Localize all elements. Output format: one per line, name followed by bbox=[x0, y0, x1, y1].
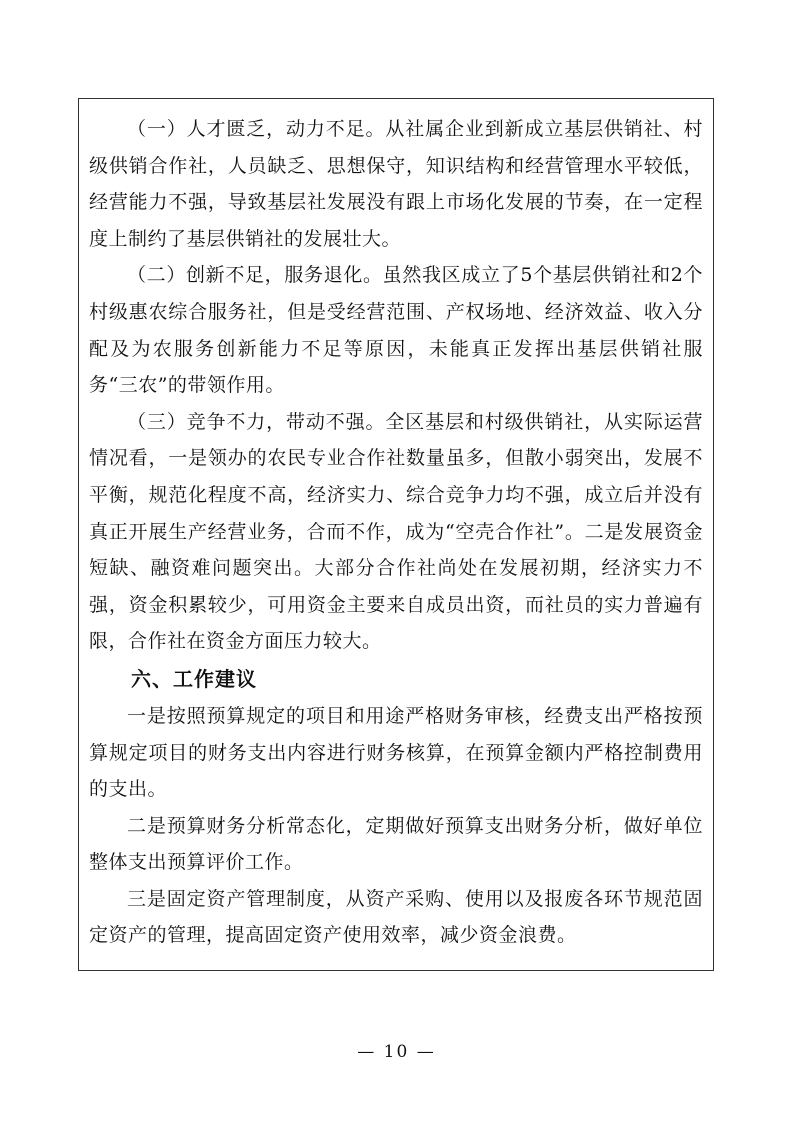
page-number: — 10 — bbox=[357, 1042, 436, 1062]
suggestion-item-1: 一是按照预算规定的项目和用途严格财务审核，经费支出严格按预算规定项目的财务支出内容进行财务核算，在预算金额内严格控制费用的支出。 bbox=[89, 704, 703, 801]
paragraph-innovation-shortage: （二）创新不足，服务退化。虽然我区成立了5个基层供销社和2个村级惠农综合服务社，但是受经营范围、产权场地、经济效益、收入分配及为农服务创新能力不足等原因，未能真正发挥出基层供销社服务“三农”的带领作用。 bbox=[89, 264, 703, 397]
paragraph-talent-shortage: （一）人才匮乏，动力不足。从社属企业到新成立基层供销社、村级供销合作社，人员缺乏、思想保守，知识结构和经营管理水平较低，经营能力不强，导致基层社发展没有跟上市场化发展的节奏，在一定程度上制约了基层供销社的发展壮大。 bbox=[89, 118, 703, 250]
text-content bbox=[89, 111, 703, 954]
bordered-text-box bbox=[78, 98, 714, 971]
suggestion-item-3: 三是固定资产管理制度，从资产采购、使用以及报废各环节规范固定资产的管理，提高固定资产使用效率，减少资金浪费。 bbox=[89, 887, 703, 947]
section-heading-work-suggestions: 六、工作建议 bbox=[131, 666, 257, 691]
suggestion-item-2: 二是预算财务分析常态化，定期做好预算支出财务分析，做好单位整体支出预算评价工作。 bbox=[89, 814, 703, 874]
paragraph-competition-weakness: （三）竞争不力，带动不强。全区基层和村级供销社，从实际运营情况看，一是领办的农民专业合作社数量虽多，但散小弱突出，发展不平衡，规范化程度不高，经济实力、综合竞争力均不强，成立后并没有真正开展生产经营业务，合而不作，成为“空壳合作社”。二是发展资金短缺、融资难问题突出。大部分合作社尚处在发展初期，经济实力不强，资金积累较少，可用资金主要来自成员出资，而社员的实力普遍有限，合作社在资金方面压力较大。 bbox=[89, 410, 703, 653]
